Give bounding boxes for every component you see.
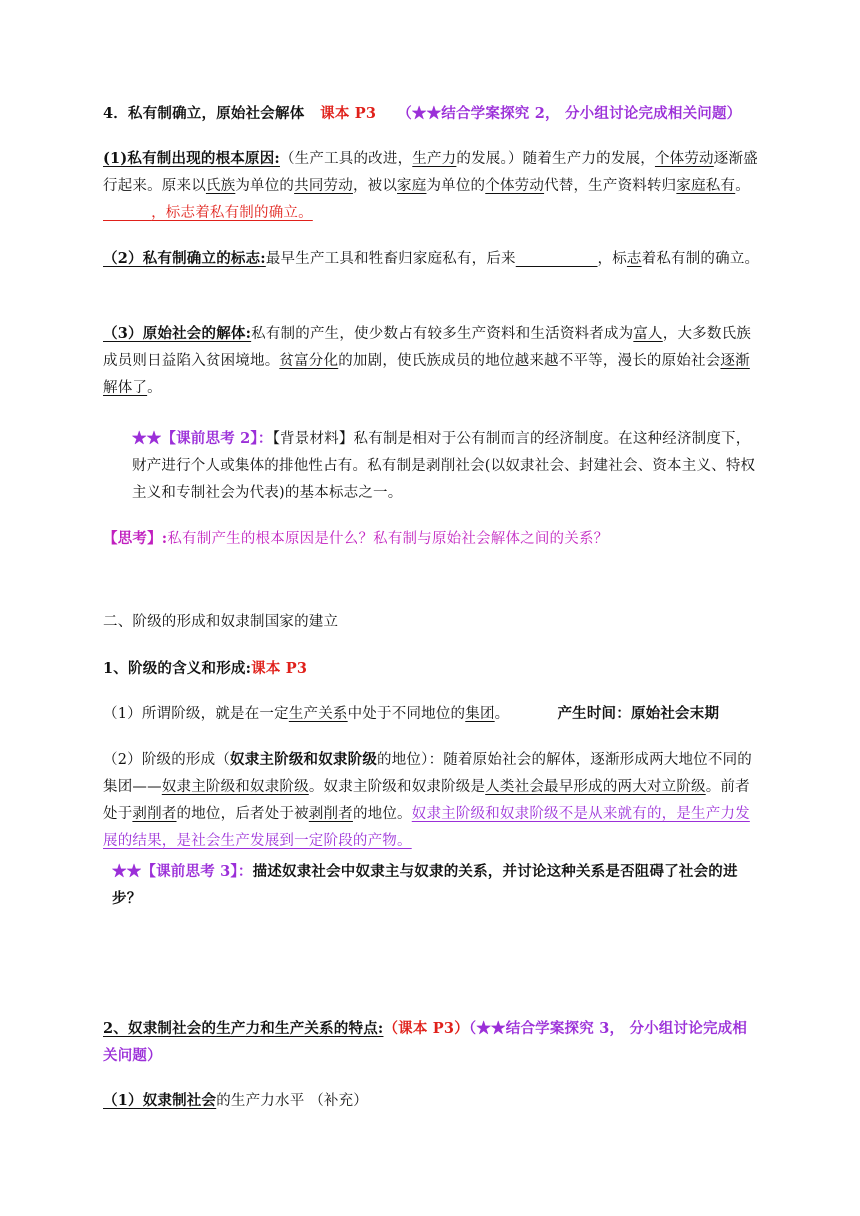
paragraph-root-cause: (1)私有制出现的根本原因:（生产工具的改进，生产力的发展。）随着生产力的发展，个体劳动逐渐盛行起来。原来以氏族为单位的共同劳动，被以家庭为单位的个体劳动代替，生产资料转归家庭私有。 ，标志着私有制的确立。 bbox=[103, 145, 760, 227]
textbook-ref: 课本 P3 bbox=[320, 105, 377, 122]
slave-society-productivity: （1）奴隶制社会的生产力水平 （补充） bbox=[103, 1092, 369, 1109]
textbook-ref: 课本 P3 bbox=[251, 660, 308, 677]
fill-in-blank bbox=[103, 200, 151, 227]
emergence-time: 产生时间：原始社会末期 bbox=[557, 705, 720, 722]
fill-in-blank bbox=[516, 246, 598, 273]
thinking-question: 【思考】:私有制产生的根本原因是什么？私有制与原始社会解体之间的关系？ bbox=[103, 530, 609, 547]
group-task-note: （★★结合学案探究 3， 分小组讨论完成相关问题） bbox=[103, 1020, 748, 1064]
pre-class-thinking-3: ★★【课前思考 3】：描述奴隶社会中奴隶主与奴隶的关系，并讨论这种关系是否阻碍了社会的进步？ bbox=[112, 863, 738, 907]
section-two-title: 二、阶级的形成和奴隶制国家的建立 bbox=[103, 614, 339, 630]
paragraph-establishment-sign: （2）私有制确立的标志:最早生产工具和牲畜归家庭私有，后来 ，标志着私有制的确立。 bbox=[103, 245, 760, 273]
textbook-ref: （课本 P3） bbox=[383, 1020, 469, 1037]
class-definition: （1）所谓阶级，就是在一定生产关系中处于不同地位的集团。 产生时间：原始社会末期 bbox=[103, 705, 720, 722]
pre-class-thinking-2: ★★【课前思考 2】：【背景材料】私有制是相对于公有制而言的经济制度。在这种经济制度下，财产进行个人或集体的排他性占有。私有制是剥削社会(以奴隶社会、封建社会、资本主义、特权主义和专制社会为代表)的基本标志之一。 bbox=[132, 430, 756, 501]
group-task-note: （★★结合学案探究 2， 分小组讨论完成相关问题） bbox=[397, 105, 742, 122]
section-4-heading: 4．私有制确立，原始社会解体 课本 P3 （★★结合学案探究 2， 分小组讨论完成相关问题） bbox=[103, 105, 742, 122]
subsection-2-heading: 2、奴隶制社会的生产力和生产关系的特点:（课本 P3）（★★结合学案探究 3， 分小组讨论完成相关问题） bbox=[103, 1020, 748, 1064]
class-formation: （2）阶级的形成（奴隶主阶级和奴隶阶级的地位）：随着原始社会的解体，逐渐形成两大地位不同的集团——奴隶主阶级和奴隶阶级。奴隶主阶级和奴隶阶级是人类社会最早形成的两大对立阶级。前者处于剥削者的地位，后者处于被剥削者的地位。奴隶主阶级和奴隶阶级不是从来就有的，是生产力发展的结果，是社会生产发展到一定阶段的产物。 bbox=[103, 751, 752, 849]
paragraph-society-dissolution: （3）原始社会的解体:私有制的产生，使少数占有较多生产资料和生活资料者成为富人，大多数氏族成员则日益陷入贫困境地。贫富分化的加剧，使氏族成员的地位越来越不平等，漫长的原始社会逐渐解体了。 bbox=[103, 325, 751, 396]
subsection-1-heading: 1、阶级的含义和形成:课本 P3 bbox=[103, 660, 308, 677]
